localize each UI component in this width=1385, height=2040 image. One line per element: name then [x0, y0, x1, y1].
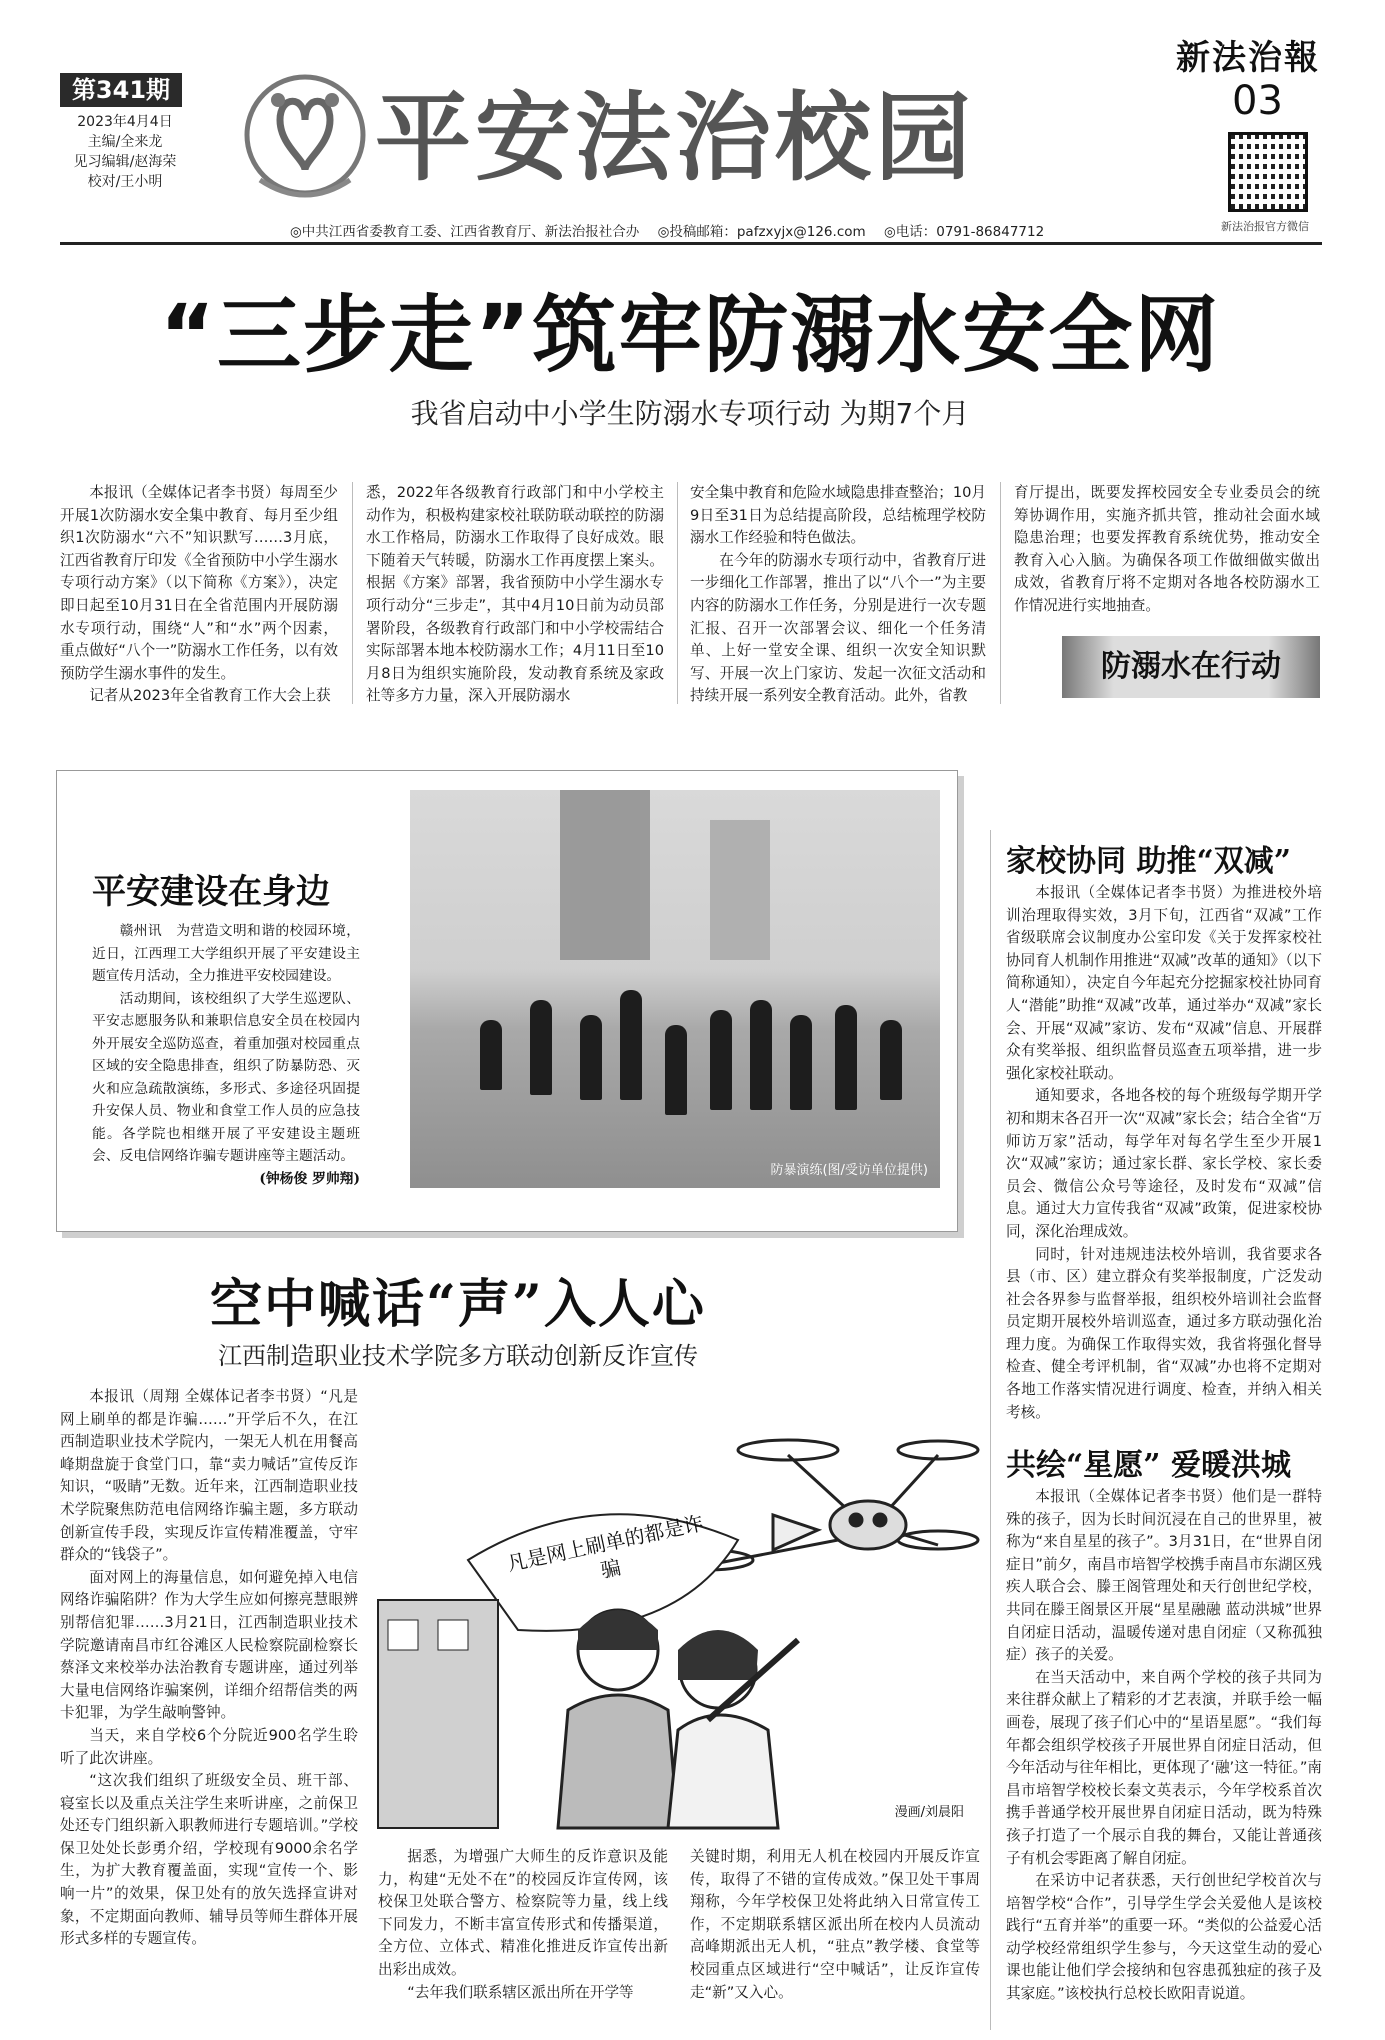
- lead-column-4: [1014, 482, 1320, 622]
- masthead-logo-icon: [240, 60, 370, 210]
- contact-phone: ◎电话：0791-86847712: [883, 224, 1045, 240]
- antifraud-title: 空中喊话“声”入人心: [210, 1274, 706, 1335]
- drone-cartoon: [378, 1410, 978, 1828]
- right-column-divider: [990, 830, 991, 2030]
- antifraud-subhead: 江西制造职业技术学院多方联动创新反诈宣传: [218, 1342, 698, 1370]
- anti-drowning-badge: 防溺水在行动: [1062, 636, 1320, 698]
- lead-headline: “三步走”筑牢防溺水安全网: [159, 286, 1221, 384]
- info-bar: [290, 220, 1044, 240]
- issue-number: 第341期: [60, 73, 182, 107]
- antifraud-col2-para-2: “去年我们联系辖区派出所在开学等: [407, 1983, 634, 2001]
- antifraud-col1-para-4: “这次我们组织了班级安全员、班干部、寝室长以及重点关注学生来听讲座，之前保卫处还专门组织新入职教师进行专题培训。”学校保卫处处长彭勇介绍，学校现有9000余名学生，为扩大教育覆盖面，实现“宣传一个、影响一片”的效果，保卫处有的放矢选择宣讲对象，不定期面向教师、辅导员等师生群体开展形式多样的专题宣传。: [60, 1772, 358, 1948]
- lead-col3-para-2: 在今年的防溺水专项行动中，省教育厅进一步细化工作部署，推出了以“八个一”为主要内容的防溺水工作任务，分别是进行一次专题汇报、召开一次部署会议、细化一个任务清单、上好一堂安全课、组织一次安全知识默写、开展一次上门家访、发起一次征文活动和持续开展一系列安全教育活动。此外，省教: [690, 551, 986, 705]
- antifraud-col1-para-2: 面对网上的海量信息，如何避免掉入电信网络诈骗陷阱？作为大学生应如何擦亮慧眼辨别帮信犯罪……3月21日，江西制造职业技术学院邀请南昌市红谷滩区人民检察院副检察长蔡泽文来校举办法治教育专题讲座，通过列举大量电信网络诈骗案例，详细介绍帮信类的两卡犯罪，为学生敲响警钟。: [60, 1568, 358, 1722]
- column-divider: [1000, 482, 1001, 704]
- lead-column-1: [60, 482, 338, 706]
- drone-cartoon-icon: [378, 1410, 978, 1828]
- lead-col4-text: 育厅提出，既要发挥校园安全专业委员会的统筹协调作用，实施齐抓共管，推动社会面水域隐患治理；也要发挥教育系统优势，推动安全教育入心入脑。为确保各项工作做细做实做出成效，省教育厅将不定期对各地各校防溺水工作情况进行实地抽查。: [1014, 484, 1320, 614]
- family-para-1: 本报讯（全媒体记者李书贤）为推进校外培训治理取得实效，3月下旬，江西省“双减”工作省级联席会议制度办公室印发《关于发挥家校社协同育人机制作用推进“双减”改革的通知》（以下简称通知），决定自今年起充分挖掘家校社协同育人“潜能”助推“双减”改革，通过举办“双减”家长会、开展“双减”家访、发布“双减”信息、开展群众有奖举报、组织监督员巡查五项举措，进一步强化家校社联动。: [1006, 884, 1322, 1082]
- qr-label: 新法治报官方微信: [1221, 220, 1309, 233]
- submission-email[interactable]: ◎投稿邮箱：pafzxyjx@126.com: [657, 224, 866, 240]
- qr-code-icon[interactable]: [1228, 132, 1308, 212]
- family-school-text: [1006, 882, 1322, 1421]
- antifraud-col1-para-3: 当天，来自学校6个分院近900名学生聆听了此次讲座。: [60, 1726, 358, 1767]
- newspaper-name: 新法治報: [1176, 38, 1320, 78]
- stars-title: 共绘“星愿” 爱暖洪城: [1006, 1448, 1291, 1483]
- stars-para-2: 在当天活动中，来自两个学校的孩子共同为来往群众献上了精彩的才艺表演，并联手绘一幅画卷，展现了孩子们心中的“星语星愿”。“我们每年都会组织学校孩子开展世界自闭症日活动，但今年活动与往年相比，更体现了‘融’这一特征。”南昌市培智学校校长秦文英表示，今年学校系首次携手普通学校开展世界自闭症日活动，既为特殊孩子打造了一个展示自我的舞台，又能让普通孩子有机会零距离了解自闭症。: [1006, 1668, 1323, 1867]
- chief-editor: 主编/全来龙: [87, 134, 163, 150]
- lead-column-2: [366, 482, 664, 706]
- photo-caption: 防暴演练(图/受访单位提供): [770, 1163, 928, 1178]
- lead-subhead: 我省启动中小学生防溺水专项行动 为期7个月: [410, 397, 970, 430]
- stars-para-3: 在采访中记者获悉，天行创世纪学校首次与培智学校“合作”，引导学生学会关爱他人是该校践行“五育并举”的重要一环。“类似的公益爱心活动学校经常组织学生参与，今天这堂生动的爱心课也能让他们学会接纳和包容患孤独症的孩子及其家庭。”该校执行总校长欧阳青说道。: [1006, 1872, 1322, 2003]
- sponsors: ◎中共江西省委教育工委、江西省教育厅、新法治报社合办: [290, 224, 640, 240]
- page-number: 03: [1232, 78, 1283, 124]
- cartoon-credit: 漫画/刘晨阳: [894, 1805, 964, 1820]
- family-school-title: 家校协同 助推“双减”: [1006, 844, 1291, 879]
- antifraud-column-1: [60, 1386, 358, 2026]
- antifraud-column-2: [378, 1846, 668, 2026]
- stars-para-1: 本报讯（全媒体记者李书贤）他们是一群特殊的孩子，因为长时间沉浸在自己的世界里，被称为“来自星星的孩子”。3月31日，在“世界自闭症日”前夕，南昌市培智学校携手南昌市东湖区残疾人联合会、滕王阁管理处和天行创世纪学校，共同在滕王阁景区开展“星星融融 蓝动洪城”世界自闭症日活动，温暖传递对患自闭症（又称孤独症）孩子的关爱。: [1006, 1488, 1322, 1664]
- family-para-2: 通知要求，各地各校的每个班级每学期开学初和期末各召开一次“双减”家长会；结合全省“万师访万家”活动，每学年对每名学生至少开展1次“双减”家访；通过家长群、家长学校、家长委员会、微信公众号等途径，及时发布“双减”信息。通过大力宣传我省“双减”政策，促进家校协同，深化治理成效。: [1006, 1087, 1322, 1240]
- trainee-editor: 见习编辑/赵海荣: [73, 154, 177, 170]
- issue-date: 2023年4月4日: [77, 114, 173, 130]
- safety-story-para-1: 赣州讯 为营造文明和谐的校园环境，近日，江西理工大学组织开展了平安建设主题宣传月活动，全力推进平安校园建设。: [92, 923, 360, 984]
- riot-drill-photo: [410, 790, 940, 1188]
- lead-column-3: [690, 482, 986, 706]
- safety-story-text: [92, 920, 360, 1190]
- safety-story-byline: (钟杨俊 罗帅翔): [259, 1170, 360, 1187]
- antifraud-col3-text: 关键时期，利用无人机在校园内开展反诈宣传，取得了不错的宣传成效。”保卫处干事周翔称，今年学校保卫处将此纳入日常宣传工作，不定期联系辖区派出所在校内人员流动高峰期派出无人机，“驻点”教学楼、食堂等校园重点区域进行“空中喊话”，让反诈宣传走“新”又入心。: [690, 1848, 980, 2001]
- lead-col2-text: 悉，2022年各级教育行政部门和中小学校主动作为，积极构建家校社联防联动联控的防溺水工作格局，防溺水工作取得了良好成效。眼下随着天气转暖，防溺水工作再度摆上案头。根据《方案》部署，我省预防中小学生溺水专项行动分“三步走”，其中4月10日前为动员部署阶段，各级教育行政部门和中小学校需结合实际部署本地本校防溺水工作；4月11日至10月8日为组织实施阶段，发动教育系统及家政社等多方力量，深入开展防溺水: [366, 484, 664, 705]
- column-divider: [352, 482, 353, 704]
- lead-col1-para-1: 本报讯（全媒体记者李书贤）每周至少开展1次防溺水安全集中教育、每月至少组织1次防溺水“六不”知识默写……3月底，江西省教育厅印发《全省预防中小学生溺水专项行动方案》（以下简称《方案》），决定即日起至10月31日在全省范围内开展防溺水专项行动，围绕“人”和“水”两个因素，重点做好“八个一”防溺水工作任务，以有效预防学生溺水事件的发生。: [60, 484, 338, 682]
- antifraud-col1-para-1: 本报讯（周翔 全媒体记者李书贤）“凡是网上刷单的都是诈骗……”开学后不久，在江西制造职业技术学院内，一架无人机在用餐高峰期盘旋于食堂门口，靠“卖力喊话”宣传反诈知识，“吸睛”无数。近年来，江西制造职业技术学院聚焦防范电信网络诈骗主题，多方联动创新宣传手段，实现反诈宣传精准覆盖，守牢群众的“钱袋子”。: [60, 1388, 358, 1564]
- proofreader: 校对/王小明: [87, 174, 163, 190]
- safety-story-title: 平安建设在身边: [92, 872, 330, 912]
- header-rule: [60, 242, 1322, 245]
- masthead-title: 平安法治校园: [375, 81, 975, 194]
- stars-text: [1006, 1486, 1322, 2026]
- column-divider: [677, 482, 678, 704]
- lead-col1-para-2: 记者从2023年全省教育工作大会上获: [89, 687, 331, 705]
- antifraud-col2-para-1: 据悉，为增强广大师生的反诈意识及能力，构建“无处不在”的校园反诈宣传网，该校保卫处联合警方、检察院等力量，线上线下同发力，不断丰富宣传形式和传播渠道，全方位、立体式、精准化推进反诈宣传出新出彩出成效。: [378, 1848, 668, 1978]
- safety-story-para-2: 活动期间，该校组织了大学生巡逻队、平安志愿服务队和兼职信息安全员在校园内外开展安全巡防巡查，着重加强对校园重点区域的安全隐患排查，组织了防暴防恐、灭火和应急疏散演练，多形式、多途径巩固提升安保人员、物业和食堂工作人员的应急技能。各学院也相继开展了平安建设主题班会、反电信网络诈骗专题讲座等主题活动。: [92, 990, 360, 1164]
- cartoon-speech: 凡是网上刷单的都是诈骗: [504, 1510, 706, 1583]
- family-para-3: 同时，针对违规违法校外培训，我省要求各县（市、区）建立群众有奖举报制度，广泛发动社会各界参与监督举报，组织校外培训社会监督员定期开展校外培训巡查，通过多方联动强化治理力度。为确保工作取得实效，我省将强化督导检查、健全考评机制，省“双减”办也将不定期对各地工作落实情况进行调度、检查，并纳入相关考核。: [1006, 1245, 1322, 1421]
- lead-col3-para-1: 安全集中教育和危险水域隐患排查整治；10月9日至31日为总结提高阶段，总结梳理学校防溺水工作经验和特色做法。: [690, 484, 986, 547]
- antifraud-column-3: [690, 1846, 980, 2026]
